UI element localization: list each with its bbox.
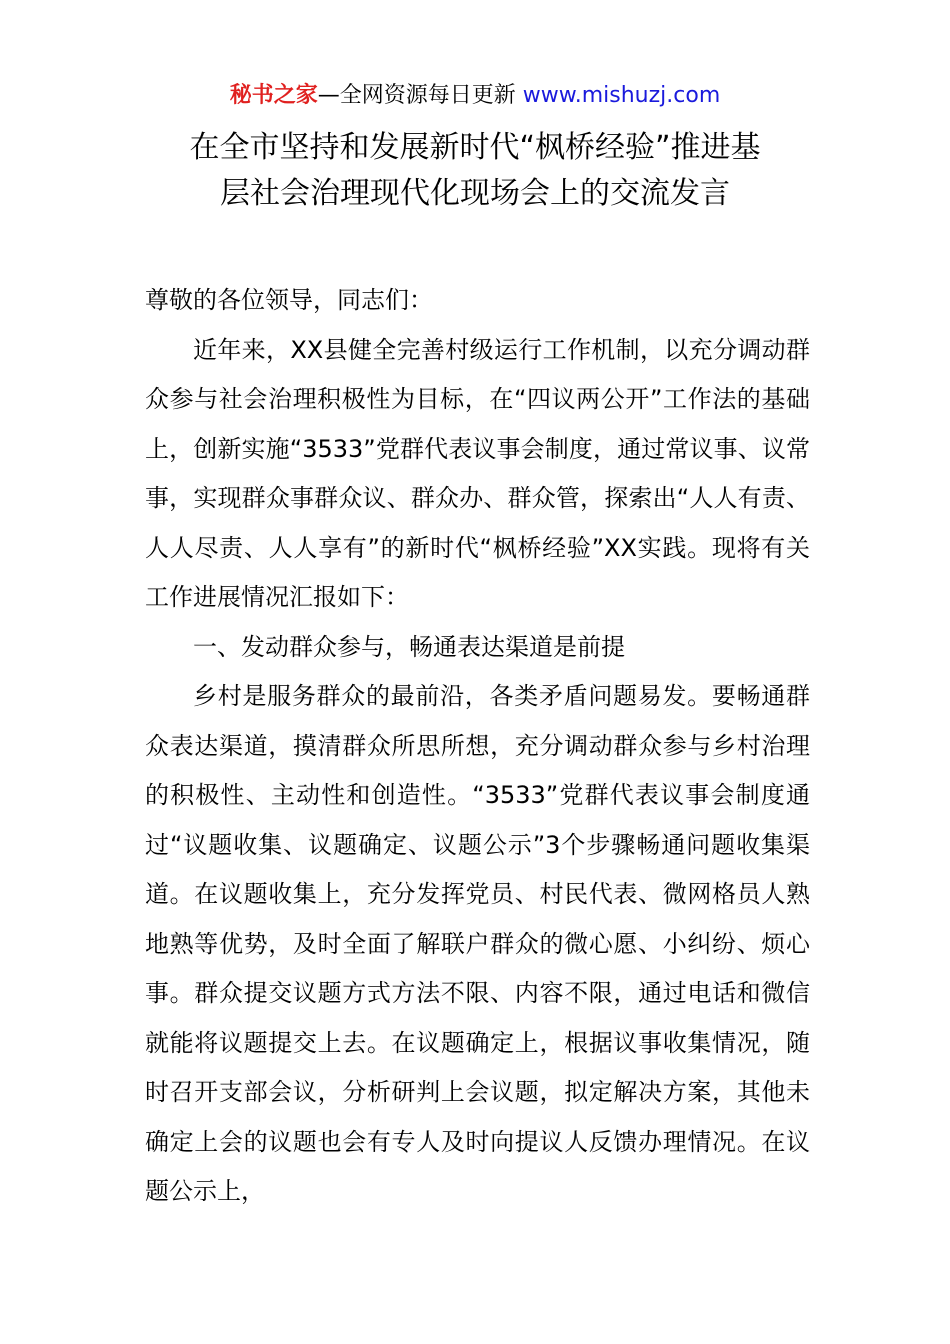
document-title-line-2: 层社会治理现代化现场会上的交流发言 xyxy=(220,176,730,211)
site-brand: 秘书之家 xyxy=(229,83,318,108)
section-heading-1: 一、发动群众参与，畅通表达渠道是前提 xyxy=(193,632,625,661)
site-header xyxy=(0,80,950,112)
site-url-link[interactable]: www.mishuzj.com xyxy=(522,83,721,108)
paragraph-section-1: 乡村是服务群众的最前沿，各类矛盾问题易发。要畅通群众表达渠道，摸清群众所思所想，充分调动群众参与乡村治理的积极性、主动性和创造性。“3533”党群代表议事会制度通过“议题收集、议题确定、议题公示”3个步骤畅通问题收集渠道。在议题收集上，充分发挥党员、村民代表、微网格员人熟地熟等优势，及时全面了解联户群众的微心愿、小纠纷、烦心事。群众提交议题方式方法不限、内容不限，通过电话和微信就能将议题提交上去。在议题确定上，根据议事收集情况，随时召开支部会议，分析研判上会议题，拟定解决方案，其他未确定上会的议题也会有专人及时向提议人反馈办理情况。在议题公示上， xyxy=(145,682,810,1205)
document-title xyxy=(140,125,810,217)
paragraph-intro: 近年来，XX县健全完善村级运行工作机制，以充分调动群众参与社会治理积极性为目标，在“四议两公开”工作法的基础上，创新实施“3533”党群代表议事会制度，通过常议事、议常事，实现群众事群众议、群众办、群众管，探索出“人人有责、人人尽责、人人享有”的新时代“枫桥经验”XX实践。现将有关工作进展情况汇报如下： xyxy=(145,335,810,611)
salutation: 尊敬的各位领导，同志们： xyxy=(145,286,433,314)
document-body xyxy=(145,276,810,1217)
site-tagline: —全网资源每日更新 xyxy=(317,83,523,108)
document-title-line-1: 在全市坚持和发展新时代“枫桥经验”推进基 xyxy=(189,130,761,165)
